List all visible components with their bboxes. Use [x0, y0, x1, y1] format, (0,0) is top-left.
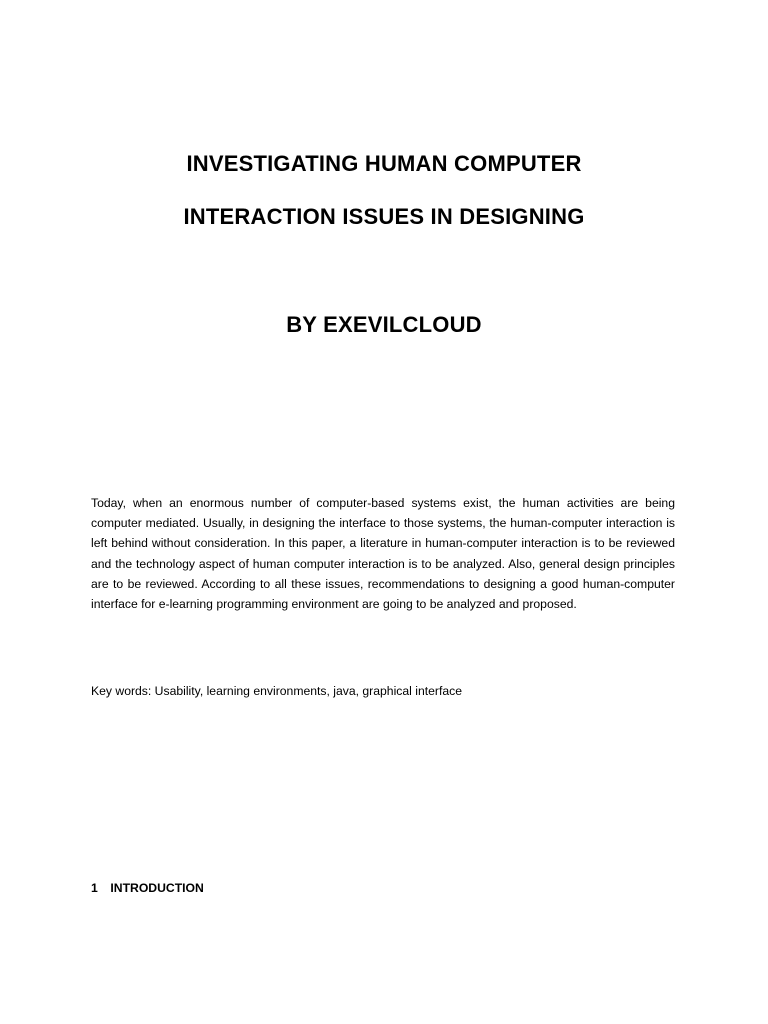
abstract: [91, 493, 675, 614]
title-line-1: INVESTIGATING HUMAN COMPUTER: [186, 151, 582, 176]
title-line-2: INTERACTION ISSUES IN DESIGNING: [183, 204, 585, 229]
section-heading-introduction: [91, 878, 204, 898]
byline: BY EXEVILCLOUD: [286, 312, 482, 337]
section-title: INTRODUCTION: [110, 881, 204, 895]
abstract-text: Today, when an enormous number of computer-based systems exist, the human activities are being computer mediated. Usually, in designing the interface to those systems, the human-computer interaction is left behind without consideration. In this paper, a literature in human-computer interaction is to be reviewed and the technology aspect of human computer interaction is to be analyzed. Also, general design principles are to be reviewed. According to all these issues, recommendations to designing a good human-computer interface for e-learning programming environment are going to be analyzed and proposed.: [91, 496, 675, 612]
keywords: Key words: Usability, learning environments, java, graphical interface: [91, 684, 462, 698]
section-number: 1: [91, 881, 98, 895]
